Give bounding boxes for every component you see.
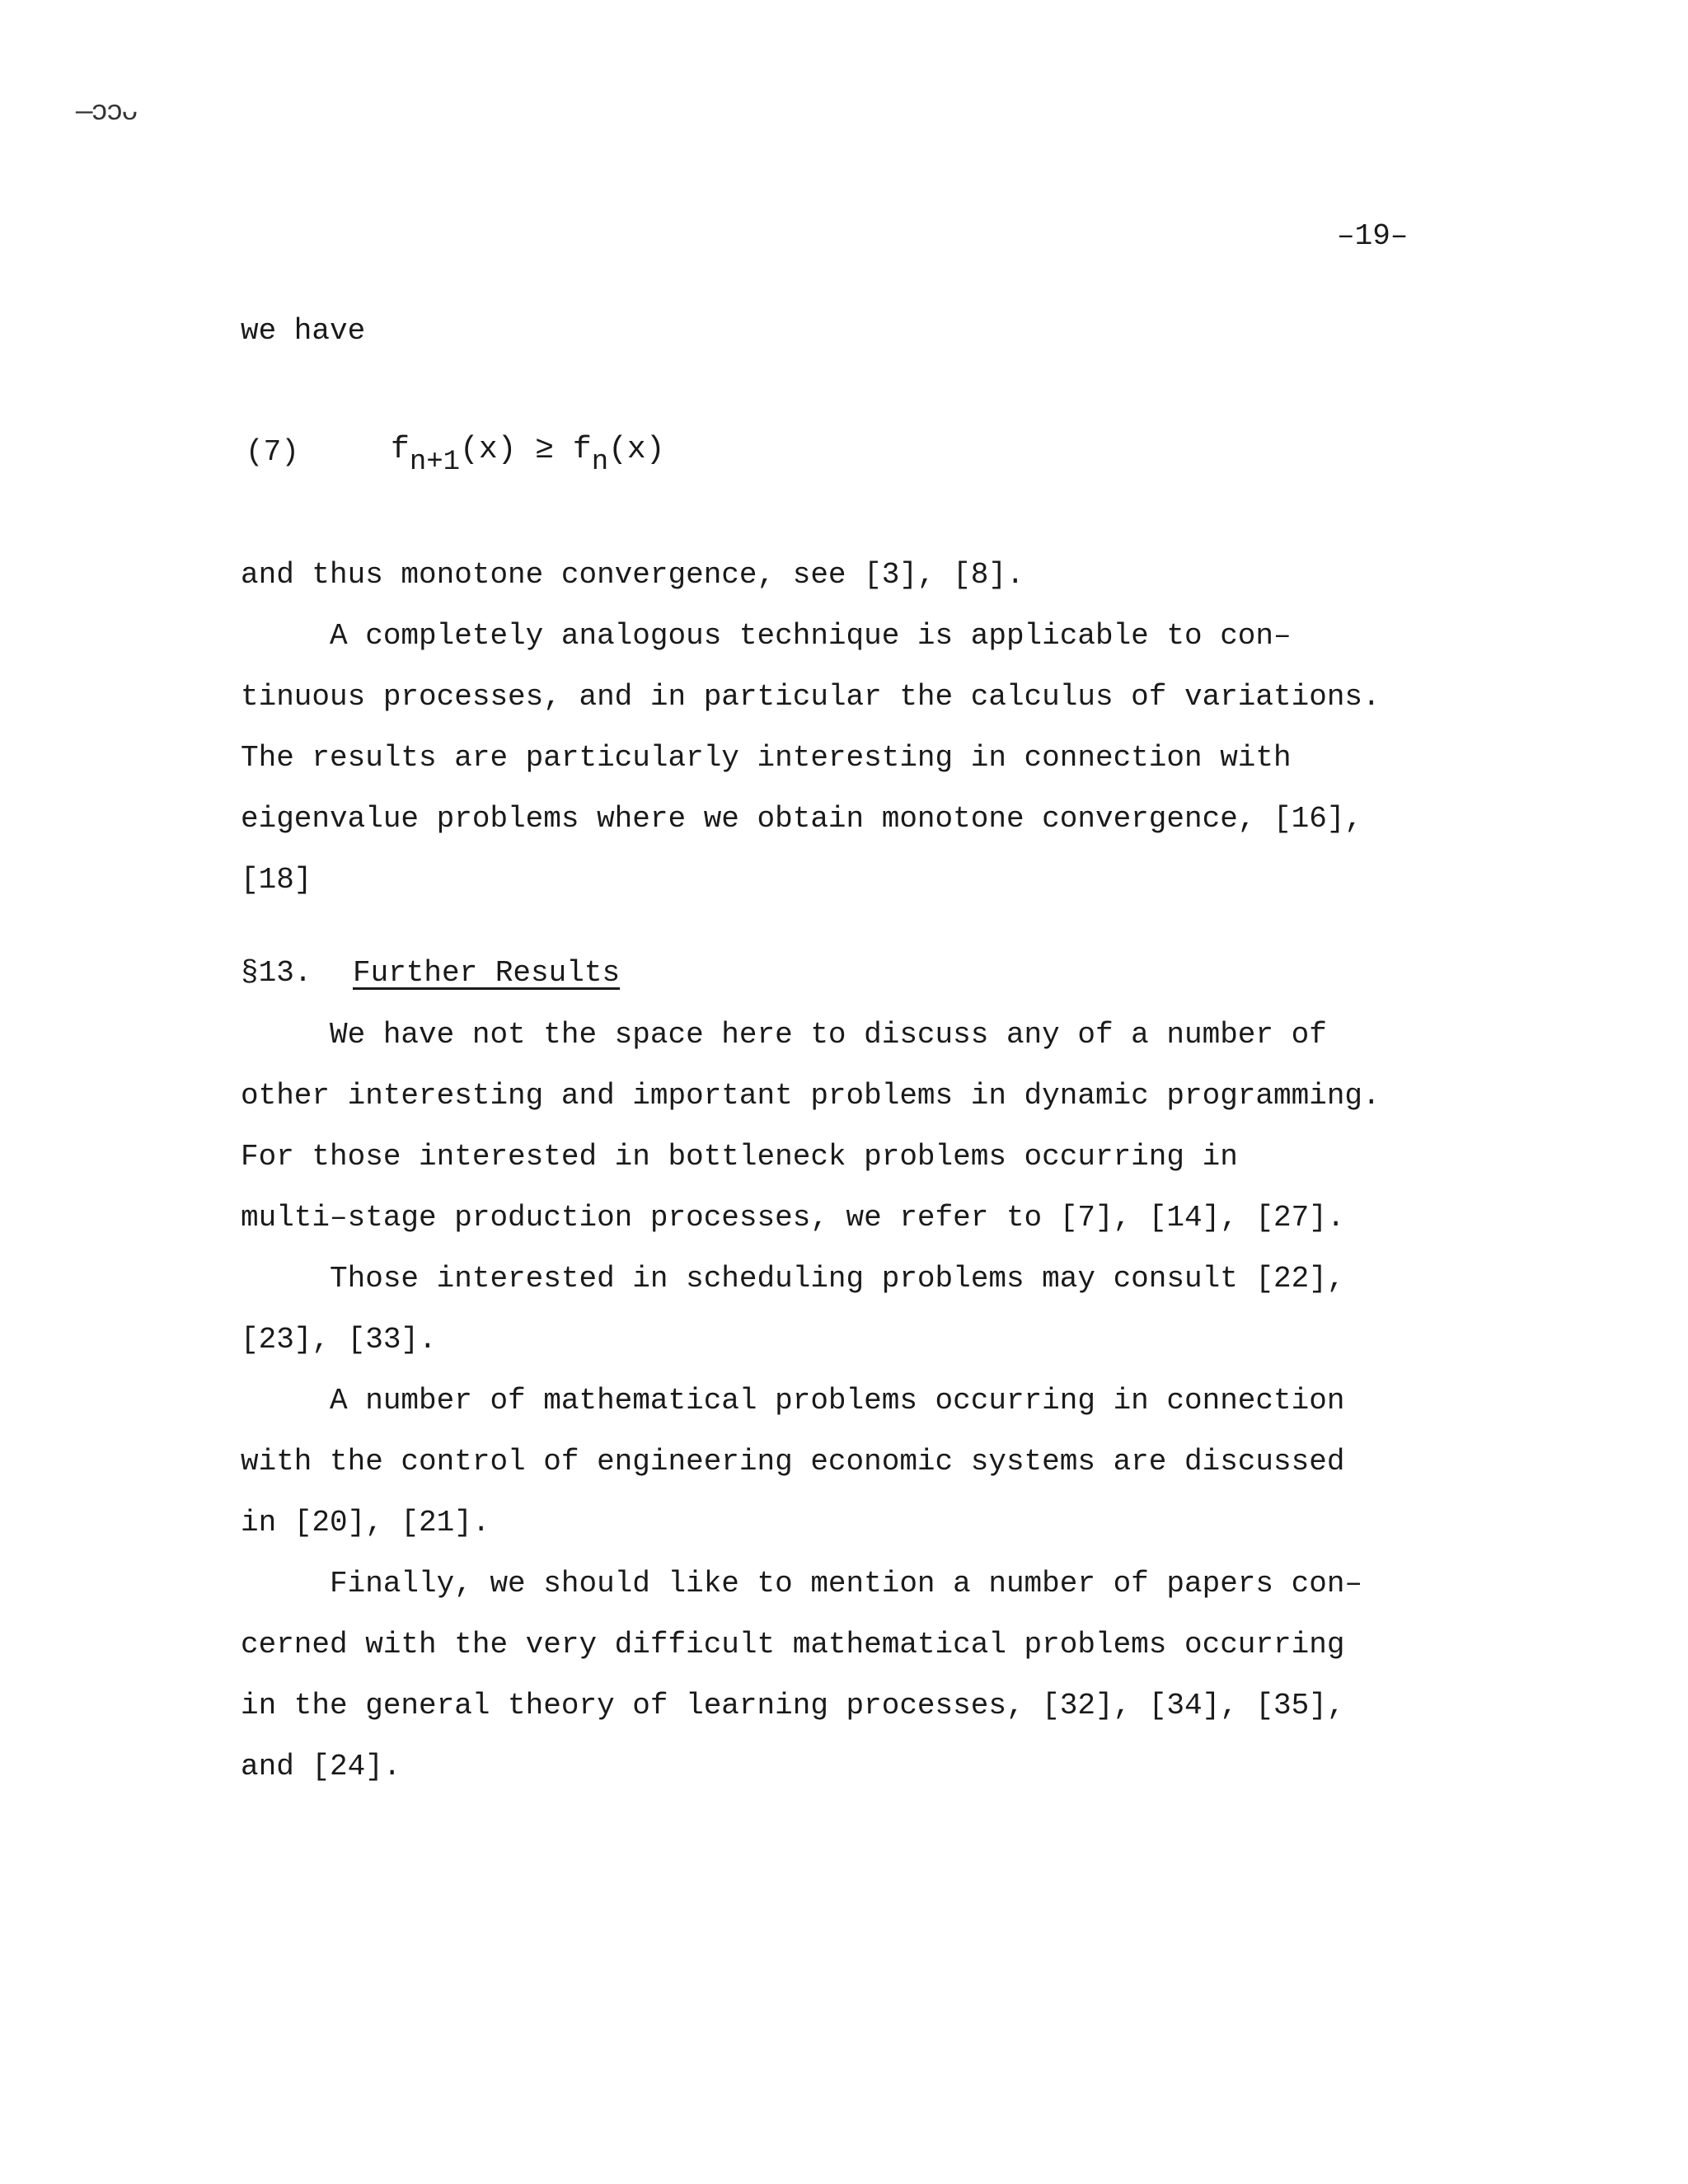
body-line: [23], [33]. [241,1323,437,1357]
body-line: The results are particularly interesting in connection with [241,741,1292,775]
body-line: in [20], [21]. [241,1506,490,1540]
body-line: in the general theory of learning processes, [32], [34], [35], [241,1689,1345,1722]
page-number: –19– [1337,219,1409,253]
body-line: with the control of engineering economic systems are discussed [241,1445,1345,1479]
body-line: [18] [241,863,312,897]
body-line: tinuous processes, and in particular the calculus of variations. [241,680,1381,714]
eq-lhs-base: f [391,432,410,467]
body-line: Those interested in scheduling problems may consult [22], [241,1262,1345,1296]
body-line: multi–stage production processes, we refer to [7], [14], [27]. [241,1201,1345,1235]
intro-text: we have [241,314,366,348]
scan-artifact-mark: —ɔɔᴗ [76,97,137,129]
body-line: and [24]. [241,1750,401,1783]
body-line: other interesting and important problems in dynamic programming. [241,1079,1381,1113]
eq-rhs-arg: (x) [608,432,665,467]
body-line: We have not the space here to discuss any of a number of [241,1018,1327,1052]
eq-lhs-arg: (x) [460,432,517,467]
equation-label: (7) [246,435,299,469]
body-line: eigenvalue problems where we obtain monotone convergence, [16], [241,802,1363,836]
equation [391,432,665,478]
eq-lhs-subscript: n+1 [409,447,461,478]
body-line: and thus monotone convergence, see [3], [8]. [241,558,1025,592]
eq-relation: ≥ [535,432,555,467]
body-line: A number of mathematical problems occurring in connection [241,1384,1345,1418]
section-number: §13. [241,956,312,990]
body-line: For those interested in bottleneck problems occurring in [241,1140,1238,1174]
body-line: Finally, we should like to mention a number of papers con– [241,1567,1363,1601]
eq-rhs-subscript: n [591,447,609,478]
body-line: A completely analogous technique is applicable to con– [241,619,1292,653]
eq-rhs-base: f [572,432,592,467]
body-line: cerned with the very difficult mathematical problems occurring [241,1628,1345,1661]
section-title: Further Results [353,956,621,990]
